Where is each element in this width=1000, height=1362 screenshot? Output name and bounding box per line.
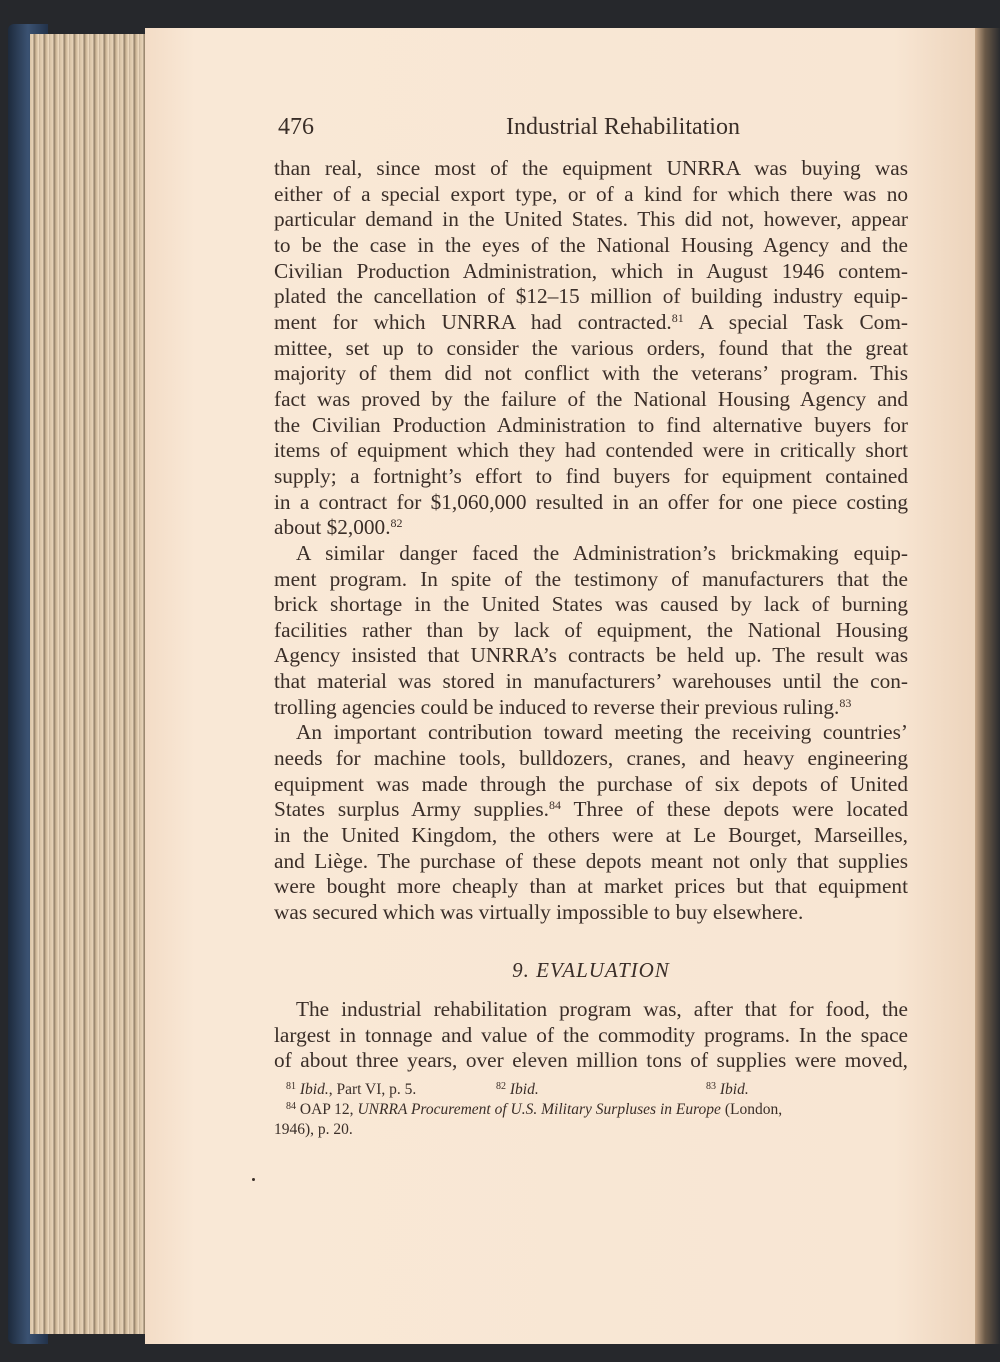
text-line: trolling agencies could be induced to reverse their previous ruling.$^{83}$ bbox=[274, 694, 852, 719]
text-line: about $2,000.82 bbox=[274, 515, 403, 540]
paragraph bbox=[274, 541, 908, 721]
text-line: ment program. In spite of the testimony of manufacturers that the bbox=[274, 566, 908, 591]
body-text-continued bbox=[274, 997, 908, 1074]
running-head bbox=[278, 114, 908, 148]
footnote-italic: Ibid. bbox=[299, 1081, 329, 1098]
text-line: States surplus Army supplies.$^{84}$ Three of these depots were located bbox=[274, 797, 908, 822]
footnote-84 bbox=[274, 1100, 908, 1120]
text-line: and Liège. The purchase of these depots meant not only that supplies bbox=[274, 848, 908, 873]
text-line: equipment was made through the purchase of six depots of United bbox=[274, 771, 908, 796]
page-mark bbox=[252, 1178, 255, 1181]
section-heading: 9. EVALUATION bbox=[512, 958, 670, 982]
footnote-reference: 83 bbox=[839, 695, 852, 710]
text-line: An important contribution toward meeting the receiving countries’ bbox=[296, 720, 908, 745]
text-line: particular demand in the United States. This did not, however, appear bbox=[274, 207, 908, 232]
text-line: supply; a fortnight’s effort to find buyers for equipment contained bbox=[274, 463, 908, 488]
text-line: was secured which was virtually impossible to buy elsewhere. bbox=[274, 900, 804, 925]
footnote-text: OAP 12, bbox=[299, 1101, 358, 1118]
text-line: the Civilian Production Administration to find alternative buyers for bbox=[274, 412, 908, 437]
footnote-text: , Part VI, p. 5. bbox=[328, 1081, 417, 1098]
footnote-83 bbox=[706, 1080, 749, 1100]
text-line: to be the case in the eyes of the National Housing Agency and the bbox=[274, 232, 908, 257]
text-line: brick shortage in the United States was caused by lack of burning bbox=[274, 592, 908, 617]
footnote-number: 81 bbox=[286, 1081, 296, 1092]
text-line: in a contract for $1,060,000 resulted in an offer for one piece costing bbox=[274, 489, 908, 514]
paragraph bbox=[274, 997, 908, 1074]
text-line: needs for machine tools, bulldozers, cranes, and heavy engineering bbox=[274, 746, 908, 771]
footnote-number: 84 bbox=[286, 1101, 296, 1112]
text-line: A similar danger faced the Administration’s brickmaking equip- bbox=[296, 540, 908, 565]
text-line: Agency insisted that UNRRA’s contracts be held up. The result was bbox=[274, 643, 908, 668]
body-text bbox=[274, 156, 908, 926]
footnote-italic: Ibid. bbox=[719, 1081, 749, 1098]
text-line: majority of them did not conflict with the veterans’ program. This bbox=[274, 361, 908, 386]
text-line: either of a special export type, or of a kind for which there was no bbox=[274, 181, 908, 206]
text-line: mittee, set up to consider the various orders, found that the great bbox=[274, 335, 908, 360]
footnote-84-continued: 1946), p. 20. bbox=[274, 1121, 353, 1138]
text-line: that material was stored in manufacturers’ warehouses until the con- bbox=[274, 669, 908, 694]
text-line: largest in tonnage and value of the commodity programs. In the space bbox=[274, 1022, 908, 1047]
text-line: ment for which UNRRA had contracted.$^{81}$ A special Task Com- bbox=[274, 309, 908, 334]
text-line: fact was proved by the failure of the National Housing Agency and bbox=[274, 386, 908, 411]
footnotes bbox=[274, 1080, 908, 1140]
text-line: items of equipment which they had contended were in critically short bbox=[274, 438, 908, 463]
text-line: The industrial rehabilitation program was, after that for food, the bbox=[296, 997, 908, 1021]
footnote-reference: 84 bbox=[548, 798, 561, 813]
footnote-italic: UNRRA Procurement of U.S. Military Surpluses in Europe bbox=[357, 1101, 721, 1118]
footnote-text: (London, bbox=[720, 1101, 783, 1118]
chapter-title: Industrial Rehabilitation bbox=[506, 114, 740, 140]
footnote-italic: Ibid. bbox=[509, 1081, 539, 1098]
footnote-reference: 82 bbox=[390, 516, 403, 531]
book-binding bbox=[975, 28, 1000, 1344]
text-line: than real, since most of the equipment UNRRA was buying was bbox=[274, 156, 908, 180]
text-line: of about three years, over eleven million tons of supplies were moved, bbox=[274, 1048, 908, 1073]
text-line: Civilian Production Administration, which in August 1946 contem- bbox=[274, 258, 908, 283]
paragraph bbox=[274, 720, 908, 925]
text-line: in the United Kingdom, the others were at Le Bourget, Marseilles, bbox=[274, 823, 908, 848]
footnote-81 bbox=[286, 1080, 496, 1100]
footnote-82 bbox=[496, 1080, 706, 1100]
footnote-number: 82 bbox=[496, 1081, 506, 1092]
footnote-reference: 81 bbox=[671, 310, 684, 325]
page-edges bbox=[30, 34, 148, 1334]
text-line: plated the cancellation of $12–15 million of building industry equip- bbox=[274, 284, 908, 309]
text-line: were bought more cheaply than at market prices but that equipment bbox=[274, 874, 908, 899]
footnote-number: 83 bbox=[706, 1081, 716, 1092]
text-line: facilities rather than by lack of equipment, the National Housing bbox=[274, 617, 908, 642]
paragraph bbox=[274, 156, 908, 541]
page-number: 476 bbox=[278, 114, 314, 140]
